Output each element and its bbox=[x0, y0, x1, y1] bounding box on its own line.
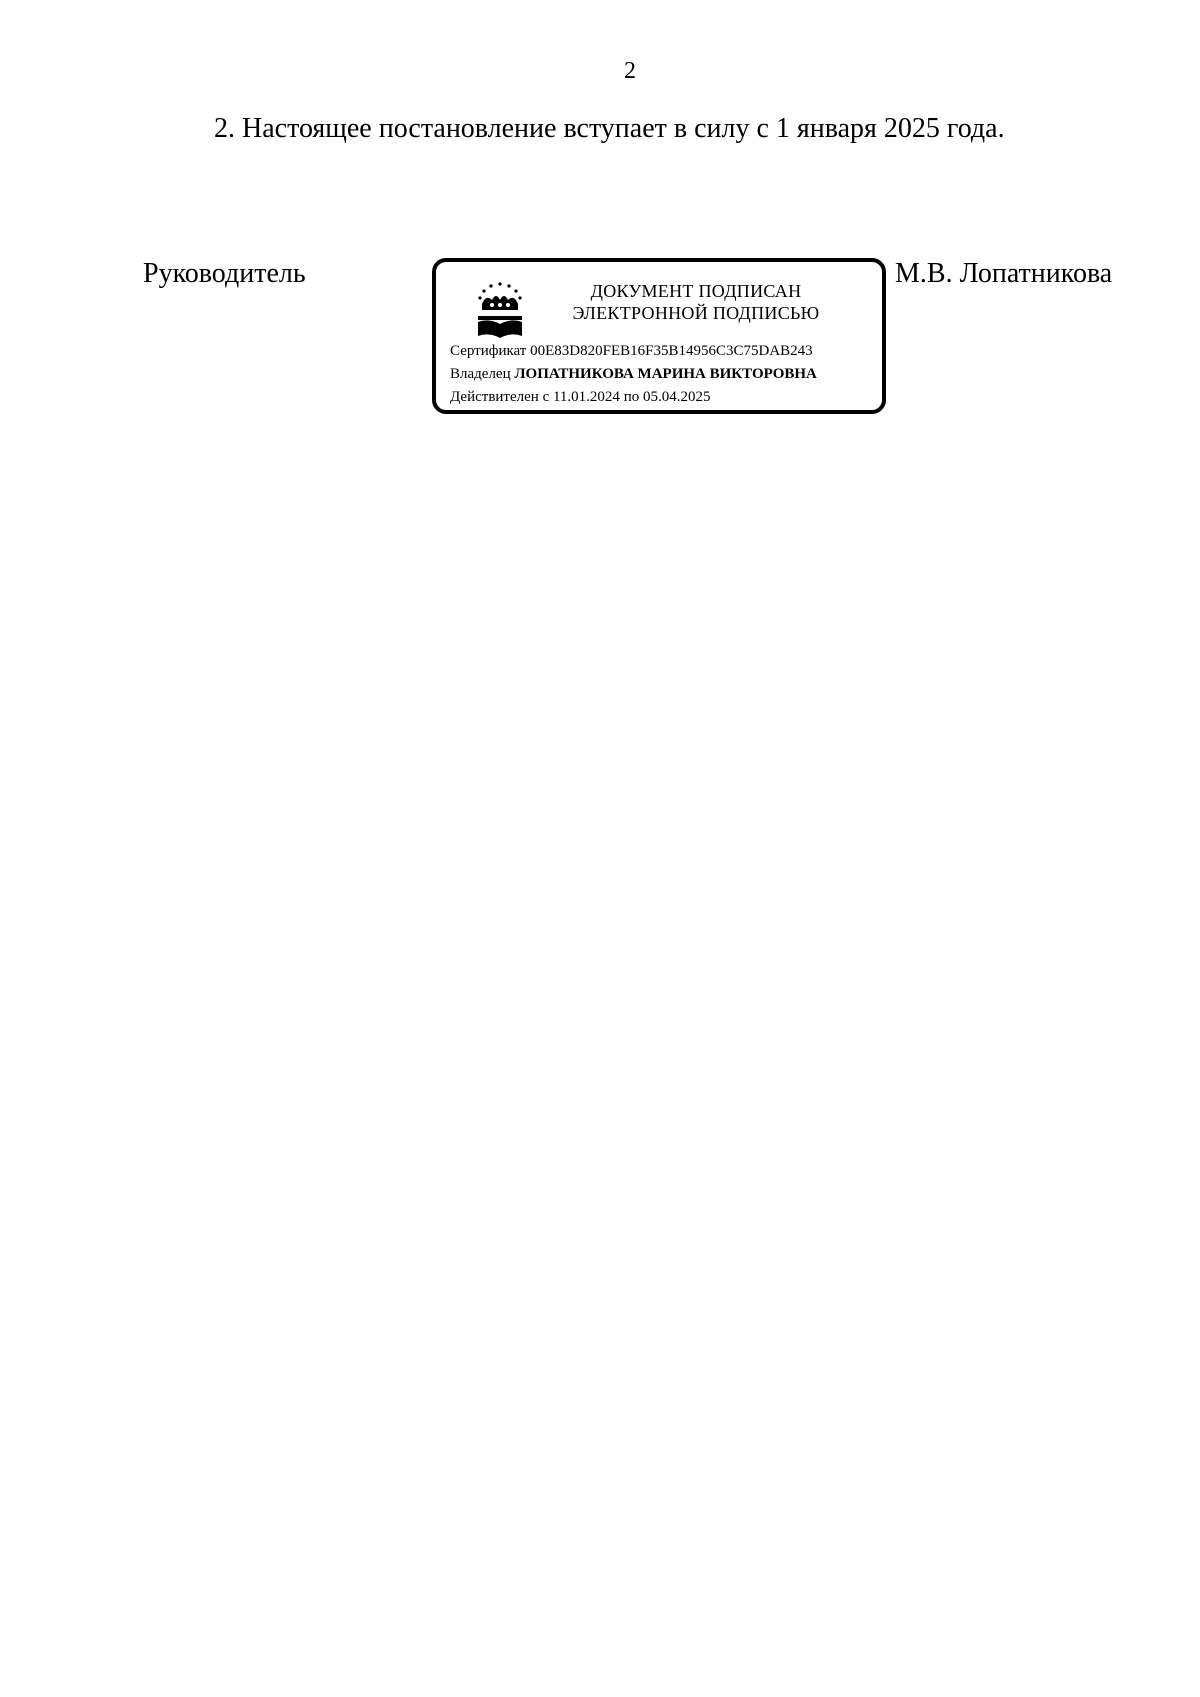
electronic-signature-stamp bbox=[432, 258, 886, 414]
stamp-validity bbox=[450, 389, 710, 406]
stamp-header-line2: ЭЛЕКТРОННОЙ ПОДПИСЬЮ bbox=[572, 303, 820, 323]
emblem-icon bbox=[472, 280, 528, 340]
valid-to-label: по bbox=[623, 389, 640, 405]
stamp-header-line1: ДОКУМЕНТ ПОДПИСАН bbox=[590, 281, 802, 301]
signer-name: М.В. Лопатникова bbox=[895, 258, 1113, 289]
valid-from-label: с bbox=[542, 389, 550, 405]
valid-from: 11.01.2024 bbox=[552, 389, 620, 405]
certificate-value: 00E83D820FEB16F35B14956C3C75DAB243 bbox=[530, 343, 813, 359]
stamp-certificate bbox=[450, 343, 813, 360]
stamp-header bbox=[546, 280, 846, 324]
valid-label: Действителен bbox=[450, 389, 539, 405]
stamp-owner bbox=[450, 366, 817, 383]
owner-label: Владелец bbox=[450, 366, 511, 382]
valid-to: 05.04.2025 bbox=[642, 389, 711, 405]
signer-position: Руководитель bbox=[143, 258, 306, 289]
owner-value: ЛОПАТНИКОВА МАРИНА ВИКТОРОВНА bbox=[514, 366, 817, 382]
clause-paragraph: 2. Настоящее постановление вступает в силу с 1 января 2025 года. bbox=[214, 113, 1005, 144]
certificate-label: Сертификат bbox=[450, 343, 527, 359]
page-number: 2 bbox=[624, 58, 636, 84]
